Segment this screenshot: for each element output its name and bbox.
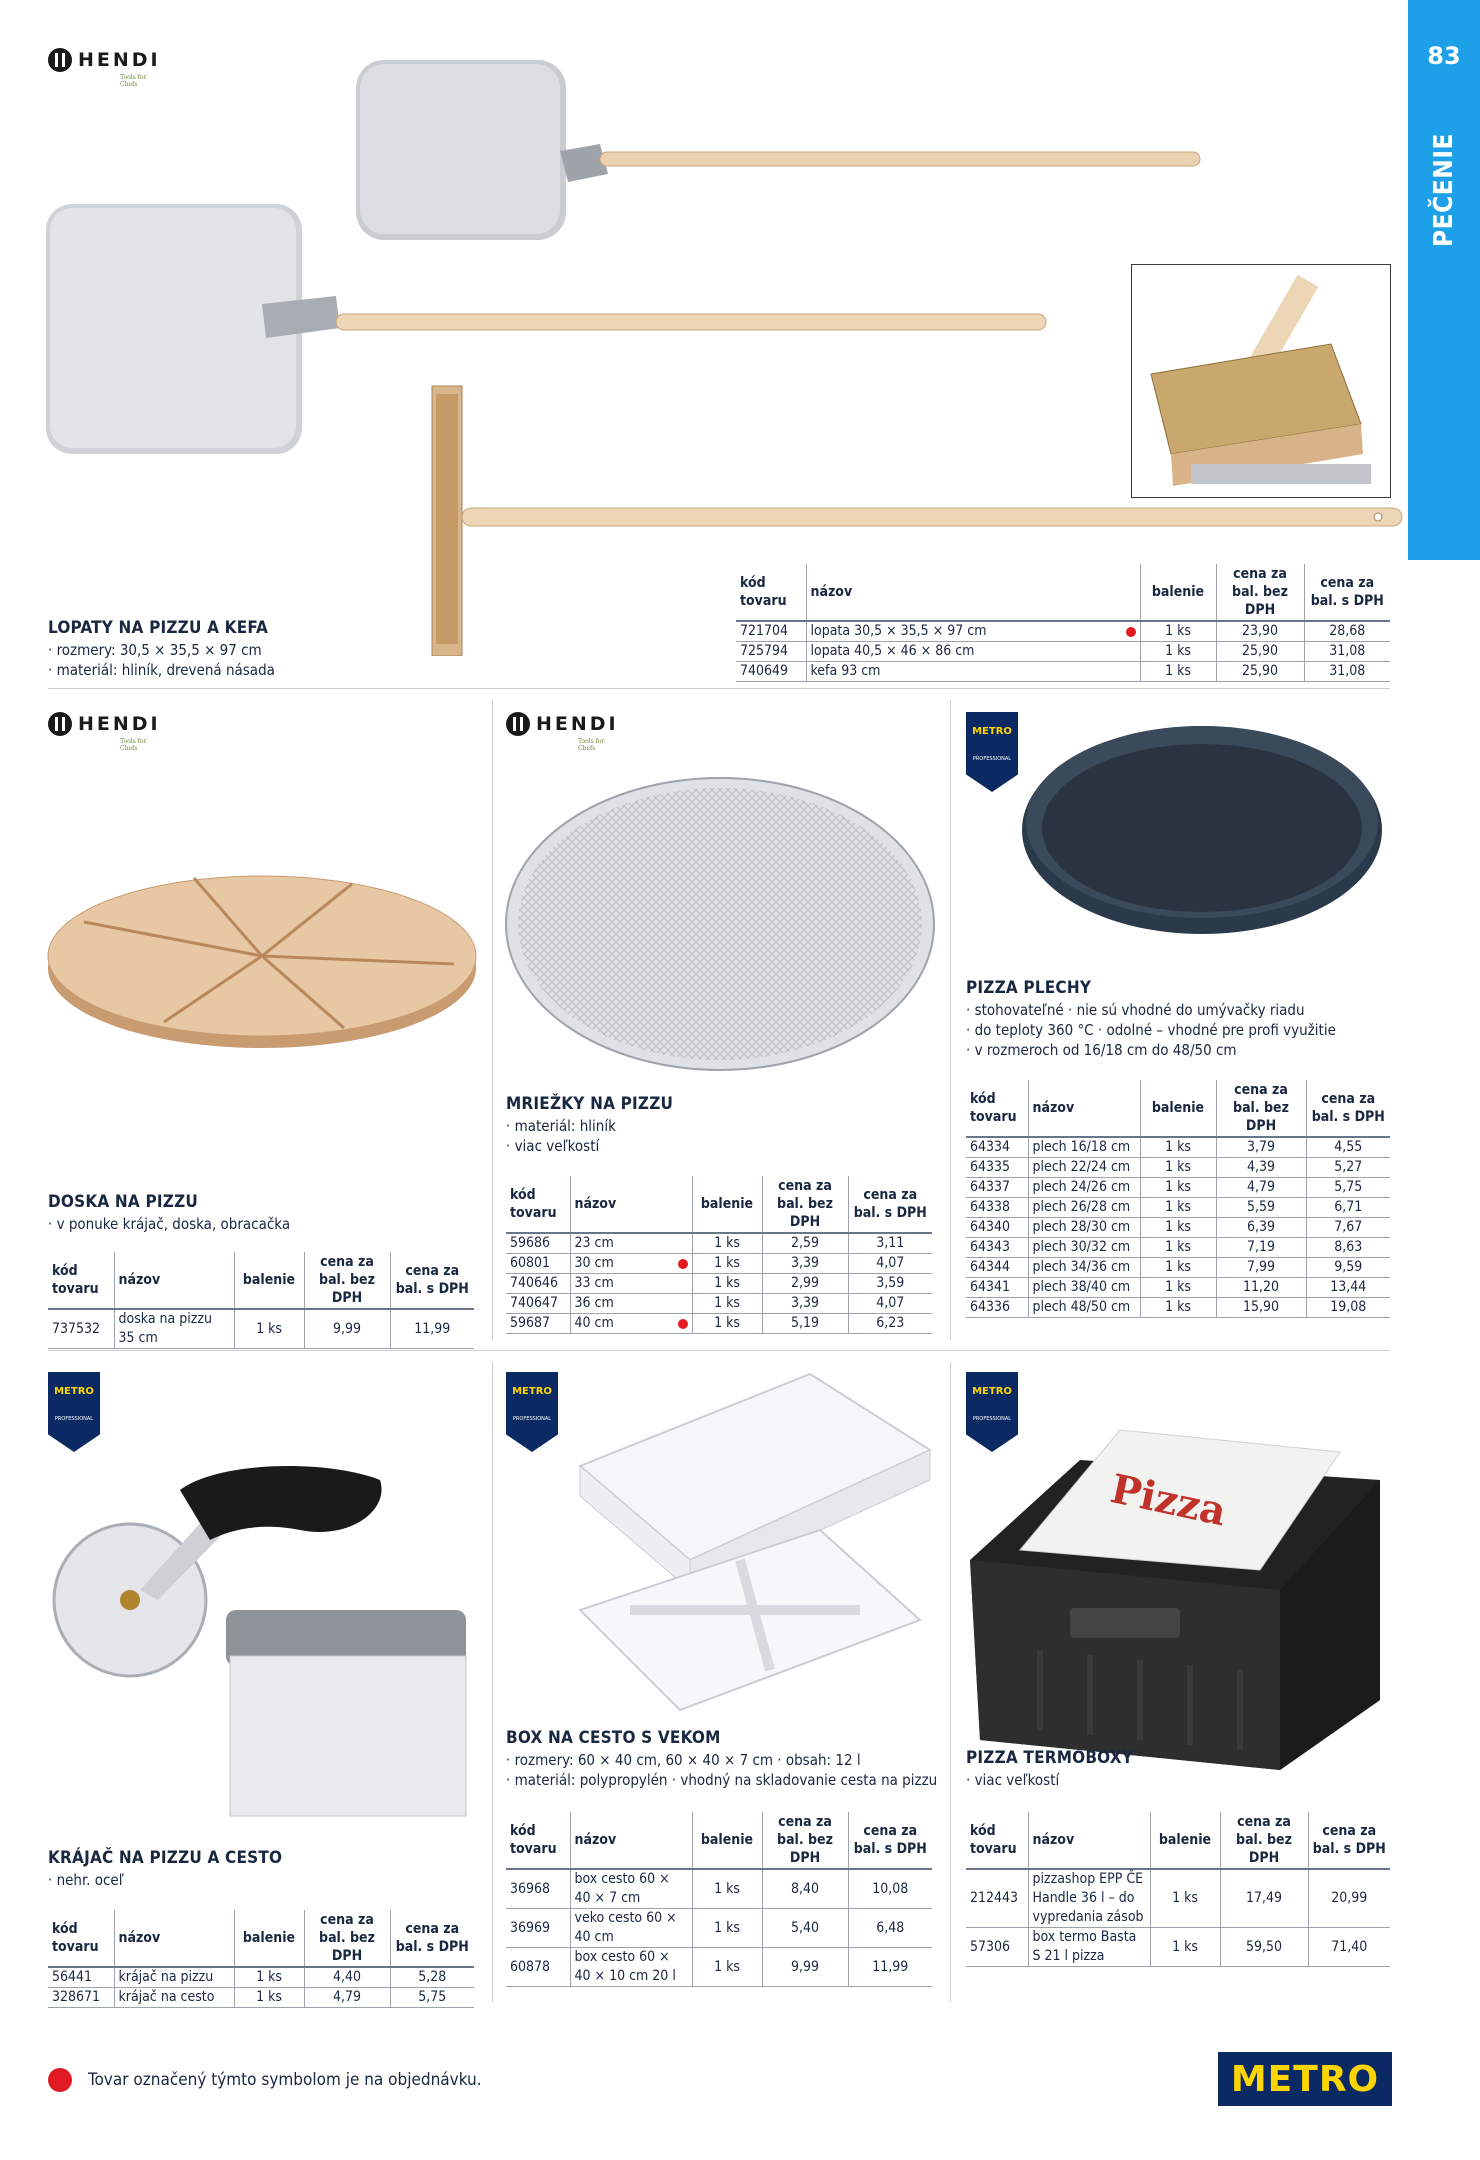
cell-price-gross: 5,75	[390, 1988, 474, 2008]
col-name: názov	[1028, 1812, 1150, 1869]
cell-price-gross: 31,08	[1304, 662, 1390, 682]
pizza-screen-image	[500, 774, 940, 1074]
cell-name-text: plech 30/32 cm	[1032, 1239, 1131, 1255]
cell-price-net: 25,90	[1216, 662, 1304, 682]
cell-price-gross: 11,99	[848, 1948, 932, 1987]
col-price-net: cena za bal. bez DPH	[304, 1910, 390, 1967]
price-table-krajac	[48, 1910, 474, 2008]
cell-pack: 1 ks	[234, 1988, 304, 2008]
table-row	[966, 1278, 1390, 1298]
cell-price-net: 59,50	[1220, 1928, 1308, 1967]
cell-price-net: 5,59	[1216, 1198, 1306, 1218]
table-row	[506, 1948, 932, 1987]
section-title: PEČENIE	[1429, 132, 1459, 248]
price-table-box	[506, 1812, 932, 1987]
cell-name-text: box termo Basta S 21 l pizza	[1032, 1929, 1137, 1964]
metro-professional-badge: METRO PROFESSIONAL	[506, 1372, 558, 1452]
cell-price-net: 5,19	[762, 1314, 848, 1334]
col-name: názov	[114, 1910, 234, 1967]
product-spec-plechy-1: · stohovateľné · nie sú vhodné do umývačky riadu	[966, 1001, 1305, 1019]
cell-name	[1028, 1278, 1140, 1298]
cell-pack: 1 ks	[1150, 1928, 1220, 1967]
cell-code: 740646	[506, 1274, 570, 1294]
cell-name	[570, 1294, 692, 1314]
cell-pack: 1 ks	[1140, 662, 1216, 682]
cell-pack: 1 ks	[1140, 1198, 1216, 1218]
cell-name-text: 30 cm	[574, 1255, 614, 1271]
cell-code: 740649	[736, 662, 806, 682]
col-price-gross: cena za bal. s DPH	[1308, 1812, 1390, 1869]
cell-price-net: 23,90	[1216, 621, 1304, 642]
table-row	[506, 1314, 932, 1334]
cell-code: 60801	[506, 1254, 570, 1274]
table-row	[966, 1928, 1390, 1967]
product-title-doska: DOSKA NA PIZZU	[48, 1192, 198, 1212]
cell-price-gross: 20,99	[1308, 1869, 1390, 1928]
cell-name-text: 36 cm	[574, 1295, 614, 1311]
divider	[492, 700, 493, 1340]
cell-name-text: krájač na cesto	[118, 1989, 215, 2005]
table-row	[966, 1178, 1390, 1198]
cell-code: 59686	[506, 1233, 570, 1254]
cell-price-gross: 10,08	[848, 1869, 932, 1909]
cell-name	[570, 1274, 692, 1294]
col-code: kód tovaru	[736, 564, 806, 621]
cell-price-net: 9,99	[304, 1309, 390, 1349]
cell-price-net: 4,39	[1216, 1158, 1306, 1178]
cell-price-gross: 4,07	[848, 1254, 932, 1274]
dough-box-lid	[580, 1530, 920, 1710]
cell-name	[806, 662, 1140, 682]
table-row	[736, 621, 1390, 642]
col-name: názov	[1028, 1080, 1140, 1137]
product-spec-krajac-1: · nehr. oceľ	[48, 1871, 124, 1889]
product-title-plechy: PIZZA PLECHY	[966, 978, 1092, 998]
cell-code: 60878	[506, 1948, 570, 1987]
cell-pack: 1 ks	[234, 1967, 304, 1988]
col-price-net: cena za bal. bez DPH	[304, 1252, 390, 1309]
cell-pack: 1 ks	[692, 1233, 762, 1254]
cell-name-text: plech 26/28 cm	[1032, 1199, 1131, 1215]
cell-price-gross: 19,08	[1306, 1298, 1390, 1318]
cell-name	[1028, 1137, 1140, 1158]
col-pack: balenie	[234, 1252, 304, 1309]
cell-price-net: 4,79	[304, 1988, 390, 2008]
cell-pack: 1 ks	[1140, 642, 1216, 662]
col-name: názov	[570, 1176, 692, 1233]
cell-price-gross: 8,63	[1306, 1238, 1390, 1258]
table-row	[966, 1198, 1390, 1218]
cell-name-text: plech 34/36 cm	[1032, 1259, 1131, 1275]
cell-price-gross: 9,59	[1306, 1258, 1390, 1278]
col-code: kód tovaru	[506, 1176, 570, 1233]
col-code: kód tovaru	[48, 1910, 114, 1967]
price-table-lopaty	[736, 564, 1390, 682]
hendi-mark-icon	[506, 712, 530, 736]
brush-handle	[462, 508, 1402, 526]
cell-name	[570, 1909, 692, 1948]
cell-name-text: krájač na pizzu	[118, 1969, 214, 1985]
cell-price-gross: 71,40	[1308, 1928, 1390, 1967]
cell-name	[1028, 1869, 1150, 1928]
brush-detail-image	[1131, 264, 1391, 498]
col-price-gross: cena za bal. s DPH	[390, 1910, 474, 1967]
peel-handle-upper	[600, 152, 1200, 166]
table-row	[506, 1909, 932, 1948]
order-dot-icon	[678, 1259, 688, 1269]
metro-professional-badge: METRO PROFESSIONAL	[966, 1372, 1018, 1452]
cell-name	[114, 1967, 234, 1988]
thermobox-image	[960, 1400, 1390, 1776]
cell-name	[1028, 1238, 1140, 1258]
cell-code: 64336	[966, 1298, 1028, 1318]
cell-price-gross: 5,28	[390, 1967, 474, 1988]
cell-price-net: 5,40	[762, 1909, 848, 1948]
col-pack: balenie	[1150, 1812, 1220, 1869]
cell-name	[1028, 1258, 1140, 1278]
pan-inner	[1042, 744, 1362, 912]
cell-name-text: veko cesto 60 × 40 cm	[574, 1910, 677, 1945]
cell-name-text: plech 24/26 cm	[1032, 1179, 1131, 1195]
cell-name-text: box cesto 60 × 40 × 10 cm 20 l	[574, 1949, 676, 1984]
col-code: kód tovaru	[48, 1252, 114, 1309]
cell-pack: 1 ks	[1140, 1137, 1216, 1158]
order-dot-icon	[48, 2068, 72, 2092]
cell-code: 721704	[736, 621, 806, 642]
cell-name-text: plech 16/18 cm	[1032, 1139, 1131, 1155]
cell-price-gross: 6,23	[848, 1314, 932, 1334]
cell-price-net: 17,49	[1220, 1869, 1308, 1928]
product-title-mriezky: MRIEŽKY NA PIZZU	[506, 1094, 674, 1114]
order-dot-icon	[1126, 627, 1136, 637]
cell-price-net: 6,39	[1216, 1218, 1306, 1238]
cell-name-text: lopata 30,5 × 35,5 × 97 cm	[810, 623, 987, 639]
cell-pack: 1 ks	[692, 1909, 762, 1948]
order-dot-icon	[678, 1319, 688, 1329]
screen-mesh	[518, 788, 922, 1060]
cell-price-net: 7,19	[1216, 1238, 1306, 1258]
cell-pack: 1 ks	[1140, 1158, 1216, 1178]
col-pack: balenie	[1140, 564, 1216, 621]
cell-code: 36969	[506, 1909, 570, 1948]
cell-code: 64334	[966, 1137, 1028, 1158]
pizza-board-image	[44, 864, 480, 1054]
col-price-net: cena za bal. bez DPH	[1216, 564, 1304, 621]
col-name: názov	[570, 1812, 692, 1869]
cell-code: 740647	[506, 1294, 570, 1314]
cell-code: 64343	[966, 1238, 1028, 1258]
col-price-gross: cena za bal. s DPH	[848, 1812, 932, 1869]
table-row	[506, 1294, 932, 1314]
col-name: názov	[806, 564, 1140, 621]
col-code: kód tovaru	[966, 1080, 1028, 1137]
cell-price-net: 4,79	[1216, 1178, 1306, 1198]
cell-name	[570, 1869, 692, 1909]
hendi-logo: HENDI Tools for Chefs	[48, 48, 161, 72]
table-row	[506, 1254, 932, 1274]
col-pack: balenie	[1140, 1080, 1216, 1137]
cell-pack: 1 ks	[692, 1869, 762, 1909]
product-spec-lopaty-2: · materiál: hliník, drevená násada	[48, 661, 275, 679]
cell-code: 64344	[966, 1258, 1028, 1278]
cell-price-net: 11,20	[1216, 1278, 1306, 1298]
product-spec-plechy-2: · do teploty 360 °C · odolné – vhodné pre profi využitie	[966, 1021, 1336, 1039]
cell-pack: 1 ks	[1140, 1298, 1216, 1318]
divider	[492, 1362, 493, 2002]
cell-code: 57306	[966, 1928, 1028, 1967]
cell-price-net: 25,90	[1216, 642, 1304, 662]
cell-code: 737532	[48, 1309, 114, 1349]
cell-code: 64335	[966, 1158, 1028, 1178]
cell-pack: 1 ks	[692, 1274, 762, 1294]
product-spec-termobox-1: · viac veľkostí	[966, 1771, 1060, 1789]
table-row	[736, 642, 1390, 662]
cell-pack: 1 ks	[692, 1314, 762, 1334]
col-code: kód tovaru	[966, 1812, 1028, 1869]
table-row	[506, 1274, 932, 1294]
col-price-net: cena za bal. bez DPH	[1216, 1080, 1306, 1137]
table-row	[966, 1238, 1390, 1258]
product-title-lopaty: LOPATY NA PIZZU A KEFA	[48, 618, 269, 638]
cell-name-text: 33 cm	[574, 1275, 614, 1291]
cell-code: 64337	[966, 1178, 1028, 1198]
section-tab	[1408, 0, 1480, 560]
col-price-gross: cena za bal. s DPH	[1306, 1080, 1390, 1137]
table-row	[506, 1869, 932, 1909]
product-spec-doska-1: · v ponuke krájač, doska, obracačka	[48, 1215, 291, 1233]
col-price-net: cena za bal. bez DPH	[762, 1812, 848, 1869]
cell-price-gross: 4,55	[1306, 1137, 1390, 1158]
cell-price-net: 3,79	[1216, 1137, 1306, 1158]
col-code: kód tovaru	[506, 1812, 570, 1869]
cell-name	[114, 1988, 234, 2008]
cell-code: 59687	[506, 1314, 570, 1334]
metro-logo: METRO	[1218, 2052, 1392, 2106]
cell-name-text: plech 28/30 cm	[1032, 1219, 1131, 1235]
cell-name	[1028, 1218, 1140, 1238]
product-title-krajac: KRÁJAČ NA PIZZU A CESTO	[48, 1848, 283, 1868]
product-spec-box-1: · rozmery: 60 × 40 cm, 60 × 40 × 7 cm · obsah: 12 l	[506, 1751, 861, 1769]
table-row	[966, 1158, 1390, 1178]
cell-name	[1028, 1198, 1140, 1218]
cell-pack: 1 ks	[1140, 1178, 1216, 1198]
cell-name	[114, 1309, 234, 1349]
cell-name-text: 40 cm	[574, 1315, 614, 1331]
col-pack: balenie	[234, 1910, 304, 1967]
cell-pack: 1 ks	[1140, 1258, 1216, 1278]
cell-name-text: 23 cm	[574, 1235, 614, 1251]
order-legend-text: Tovar označený týmto symbolom je na objednávku.	[88, 2070, 482, 2090]
price-table-plechy	[966, 1080, 1390, 1318]
price-table-mriezky	[506, 1176, 932, 1334]
col-price-gross: cena za bal. s DPH	[390, 1252, 474, 1309]
cell-price-gross: 3,59	[848, 1274, 932, 1294]
cell-price-net: 15,90	[1216, 1298, 1306, 1318]
metro-professional-badge: METRO PROFESSIONAL	[966, 712, 1018, 792]
col-price-gross: cena za bal. s DPH	[848, 1176, 932, 1233]
cell-price-net: 8,40	[762, 1869, 848, 1909]
cell-price-gross: 5,27	[1306, 1158, 1390, 1178]
dough-scraper-blade	[230, 1656, 466, 1816]
cell-price-gross: 6,48	[848, 1909, 932, 1948]
table-row	[966, 1869, 1390, 1928]
cell-code: 725794	[736, 642, 806, 662]
divider	[48, 688, 1390, 689]
hendi-logo: HENDI Tools for Chefs	[48, 712, 161, 736]
price-table-doska	[48, 1252, 474, 1349]
cell-price-net: 3,39	[762, 1294, 848, 1314]
col-price-net: cena za bal. bez DPH	[1220, 1812, 1308, 1869]
col-pack: balenie	[692, 1176, 762, 1233]
order-legend	[48, 2068, 482, 2092]
thermobox-front	[970, 1560, 1280, 1770]
cell-price-gross: 11,99	[390, 1309, 474, 1349]
hendi-mark-icon	[48, 712, 72, 736]
cutters-image	[50, 1450, 480, 1820]
table-row	[966, 1218, 1390, 1238]
cell-name	[1028, 1928, 1150, 1967]
cell-price-net: 9,99	[762, 1948, 848, 1987]
cell-name-text: box cesto 60 × 40 × 7 cm	[574, 1871, 670, 1906]
cell-name	[570, 1233, 692, 1254]
cell-name	[806, 642, 1140, 662]
product-title-termobox: PIZZA TERMOBOXY	[966, 1748, 1134, 1768]
cell-name-text: plech 38/40 cm	[1032, 1279, 1131, 1295]
table-row	[48, 1988, 474, 2008]
product-spec-mriezky-1: · materiál: hliník	[506, 1117, 616, 1135]
cell-name	[570, 1314, 692, 1334]
cell-name-text: doska na pizzu 35 cm	[118, 1311, 212, 1346]
page-number: 83	[1427, 42, 1461, 70]
cell-price-gross: 28,68	[1304, 621, 1390, 642]
table-row	[966, 1137, 1390, 1158]
cell-pack: 1 ks	[234, 1309, 304, 1349]
col-price-net: cena za bal. bez DPH	[762, 1176, 848, 1233]
price-table-termobox	[966, 1812, 1390, 1967]
table-row	[736, 662, 1390, 682]
dough-box-image	[560, 1370, 940, 1730]
cell-name	[570, 1948, 692, 1987]
product-spec-mriezky-2: · viac veľkostí	[506, 1137, 600, 1155]
peel-handle-lower	[336, 314, 1046, 330]
cell-name-text: plech 48/50 cm	[1032, 1299, 1131, 1315]
cell-pack: 1 ks	[1140, 1238, 1216, 1258]
cell-code: 64340	[966, 1218, 1028, 1238]
cell-price-net: 2,59	[762, 1233, 848, 1254]
cell-price-gross: 3,11	[848, 1233, 932, 1254]
product-title-box: BOX NA CESTO S VEKOM	[506, 1728, 721, 1748]
cell-code: 36968	[506, 1869, 570, 1909]
cell-price-net: 4,40	[304, 1967, 390, 1988]
col-name: názov	[114, 1252, 234, 1309]
cell-name	[1028, 1158, 1140, 1178]
col-pack: balenie	[692, 1812, 762, 1869]
cell-price-gross: 4,07	[848, 1294, 932, 1314]
cell-name-text: pizzashop EPP ČE Handle 36 l – do vypredania zásob	[1032, 1871, 1144, 1925]
cell-price-gross: 7,67	[1306, 1218, 1390, 1238]
cell-code: 64338	[966, 1198, 1028, 1218]
cell-price-net: 3,39	[762, 1254, 848, 1274]
cell-pack: 1 ks	[692, 1254, 762, 1274]
cell-pack: 1 ks	[1140, 1218, 1216, 1238]
cell-pack: 1 ks	[1140, 621, 1216, 642]
cell-name	[1028, 1298, 1140, 1318]
cell-name-text: plech 22/24 cm	[1032, 1159, 1131, 1175]
product-spec-plechy-3: · v rozmeroch od 16/18 cm do 48/50 cm	[966, 1041, 1237, 1059]
table-row	[48, 1309, 474, 1349]
thermobox-handle	[1070, 1608, 1180, 1638]
cell-price-gross: 13,44	[1306, 1278, 1390, 1298]
table-row	[48, 1967, 474, 1988]
cell-pack: 1 ks	[1140, 1278, 1216, 1298]
pizza-box-print: Pizza	[1106, 1465, 1231, 1536]
cell-price-gross: 31,08	[1304, 642, 1390, 662]
table-row	[966, 1258, 1390, 1278]
cell-code: 64341	[966, 1278, 1028, 1298]
cell-price-gross: 6,71	[1306, 1198, 1390, 1218]
cell-name-text: kefa 93 cm	[810, 663, 881, 679]
cutter-handle	[180, 1466, 382, 1540]
col-price-gross: cena za bal. s DPH	[1304, 564, 1390, 621]
cell-price-net: 7,99	[1216, 1258, 1306, 1278]
product-spec-lopaty-1: · rozmery: 30,5 × 35,5 × 97 cm	[48, 641, 262, 659]
cell-code: 328671	[48, 1988, 114, 2008]
cell-pack: 1 ks	[1150, 1869, 1220, 1928]
cell-name	[1028, 1178, 1140, 1198]
metro-professional-badge: METRO PROFESSIONAL	[48, 1372, 100, 1452]
cell-name	[806, 621, 1140, 642]
divider	[950, 700, 951, 1340]
pizza-pan-image	[1010, 720, 1390, 968]
product-spec-box-2: · materiál: polypropylén · vhodný na skladovanie cesta na pizzu	[506, 1771, 938, 1789]
cell-pack: 1 ks	[692, 1294, 762, 1314]
divider	[48, 1350, 1390, 1351]
cell-pack: 1 ks	[692, 1948, 762, 1987]
table-row	[506, 1233, 932, 1254]
cell-code: 212443	[966, 1869, 1028, 1928]
divider	[950, 1362, 951, 2002]
hendi-logo: HENDI Tools for Chefs	[506, 712, 619, 736]
cell-price-gross: 5,75	[1306, 1178, 1390, 1198]
cell-code: 56441	[48, 1967, 114, 1988]
table-row	[966, 1298, 1390, 1318]
cell-name	[570, 1254, 692, 1274]
cell-price-net: 2,99	[762, 1274, 848, 1294]
cell-name-text: lopata 40,5 × 46 × 86 cm	[810, 643, 975, 659]
